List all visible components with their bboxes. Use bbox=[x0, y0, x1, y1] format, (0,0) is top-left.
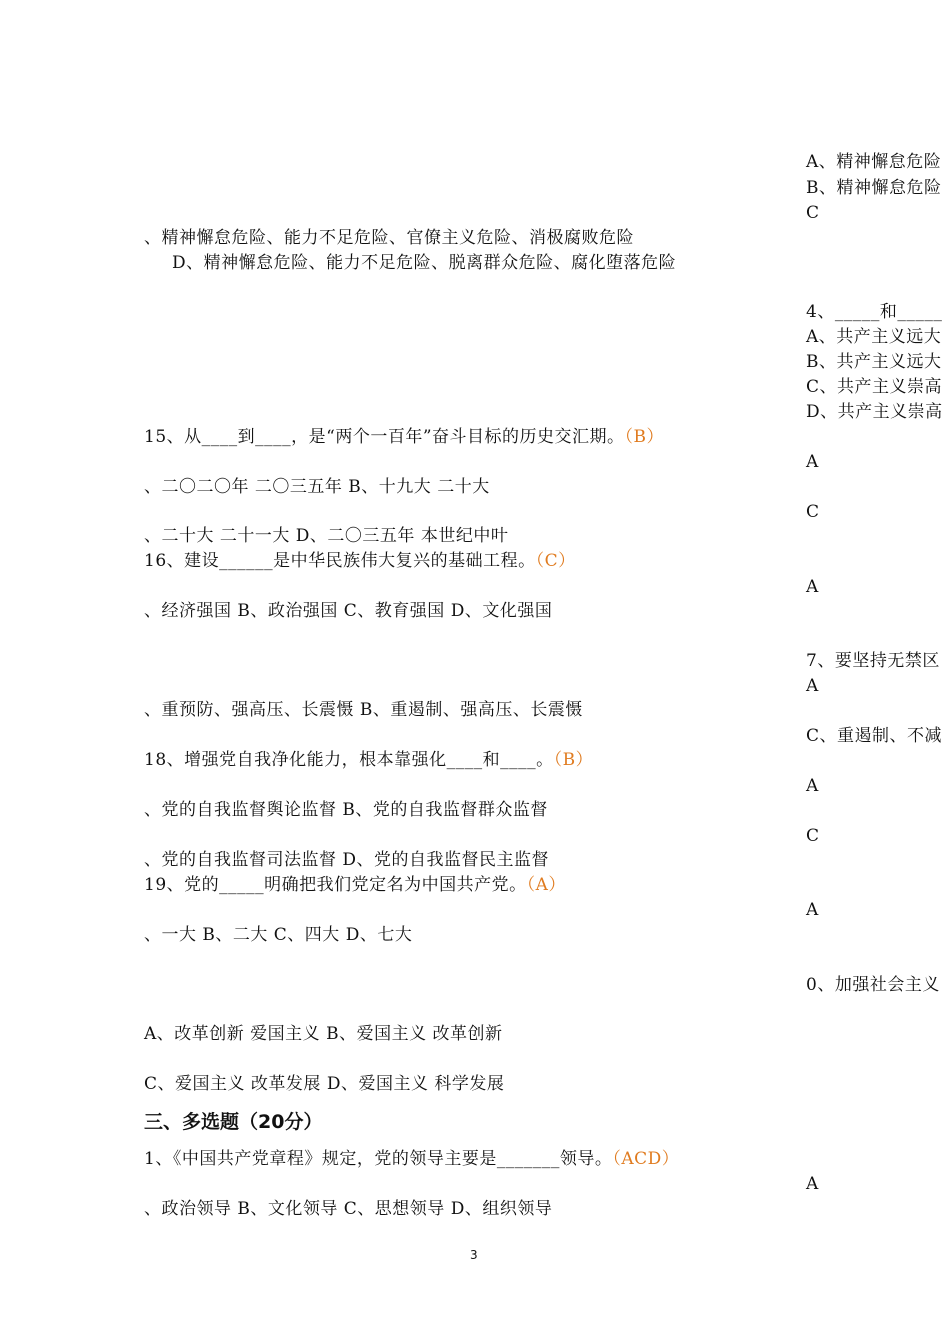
question-16 bbox=[144, 551, 576, 571]
right-column-line: A bbox=[806, 776, 819, 796]
question-multi-1 bbox=[144, 1149, 679, 1169]
option-line: 、一大 B、二大 C、四大 D、七大 bbox=[144, 925, 413, 945]
right-column-line: C bbox=[806, 826, 820, 846]
option-line: 、政治领导 B、文化领导 C、思想领导 D、组织领导 bbox=[144, 1199, 553, 1219]
right-column-line: 4、_____和_____ bbox=[806, 302, 943, 322]
right-column-line: B、精神懈怠危险 bbox=[806, 178, 942, 198]
option-line: 、精神懈怠危险、能力不足危险、官僚主义危险、消极腐败危险 bbox=[144, 228, 634, 248]
page-number: 3 bbox=[470, 1248, 478, 1262]
right-column-line: A bbox=[806, 900, 819, 920]
right-column-line: A bbox=[806, 577, 819, 597]
option-line: A、改革创新 爱国主义 B、爱国主义 改革创新 bbox=[144, 1024, 503, 1044]
right-column-line: C bbox=[806, 203, 820, 223]
option-line: 、二〇二〇年 二〇三五年 B、十九大 二十大 bbox=[144, 477, 490, 497]
right-column-line: A bbox=[806, 676, 819, 696]
option-line: C、爱国主义 改革发展 D、爱国主义 科学发展 bbox=[144, 1074, 505, 1094]
right-column-line: 7、要坚持无禁区 bbox=[806, 651, 940, 671]
section-heading: 三、多选题（20分） bbox=[144, 1111, 323, 1133]
option-line: 、党的自我监督司法监督 D、党的自我监督民主监督 bbox=[144, 850, 550, 870]
right-column-line: C、共产主义崇高 bbox=[806, 377, 943, 397]
question-text: 18、增强党自我净化能力，根本靠强化____和____。 bbox=[144, 750, 554, 770]
right-column-line: C bbox=[806, 502, 820, 522]
option-line: 、重预防、强高压、长震慑 B、重遏制、强高压、长震慑 bbox=[144, 700, 583, 720]
question-15 bbox=[144, 427, 664, 447]
right-column-line: C、重遏制、不减 bbox=[806, 726, 943, 746]
right-column-line: A bbox=[806, 1174, 819, 1194]
right-column-line: A、精神懈怠危险 bbox=[806, 152, 942, 172]
answer-label: （C） bbox=[535, 551, 576, 571]
option-line: 、经济强国 B、政治强国 C、教育强国 D、文化强国 bbox=[144, 601, 553, 621]
question-19 bbox=[144, 875, 566, 895]
option-line: 、党的自我监督舆论监督 B、党的自我监督群众监督 bbox=[144, 800, 548, 820]
answer-label: （B） bbox=[624, 427, 665, 447]
option-line: D、精神懈怠危险、能力不足危险、脱离群众危险、腐化堕落危险 bbox=[172, 253, 677, 273]
question-text: 15、从____到____，是“两个一百年”奋斗目标的历史交汇期。 bbox=[144, 427, 625, 447]
answer-label: （B） bbox=[553, 750, 594, 770]
question-text: 19、党的_____明确把我们党定名为中国共产党。 bbox=[144, 875, 527, 895]
question-text: 1、《中国共产党章程》规定，党的领导主要是_______领导。 bbox=[144, 1149, 613, 1169]
right-column-line: D、共产主义崇高 bbox=[806, 402, 943, 422]
right-column-line: A bbox=[806, 452, 819, 472]
right-column-line: A、共产主义远大 bbox=[806, 327, 942, 347]
question-text: 16、建设______是中华民族伟大复兴的基础工程。 bbox=[144, 551, 536, 571]
answer-label: （A） bbox=[526, 875, 566, 895]
right-column-line: 0、加强社会主义 bbox=[806, 975, 940, 995]
question-18 bbox=[144, 750, 593, 770]
option-line: 、二十大 二十一大 D、二〇三五年 本世纪中叶 bbox=[144, 526, 509, 546]
right-column-line: B、共产主义远大 bbox=[806, 352, 942, 372]
answer-label: （ACD） bbox=[612, 1149, 680, 1169]
